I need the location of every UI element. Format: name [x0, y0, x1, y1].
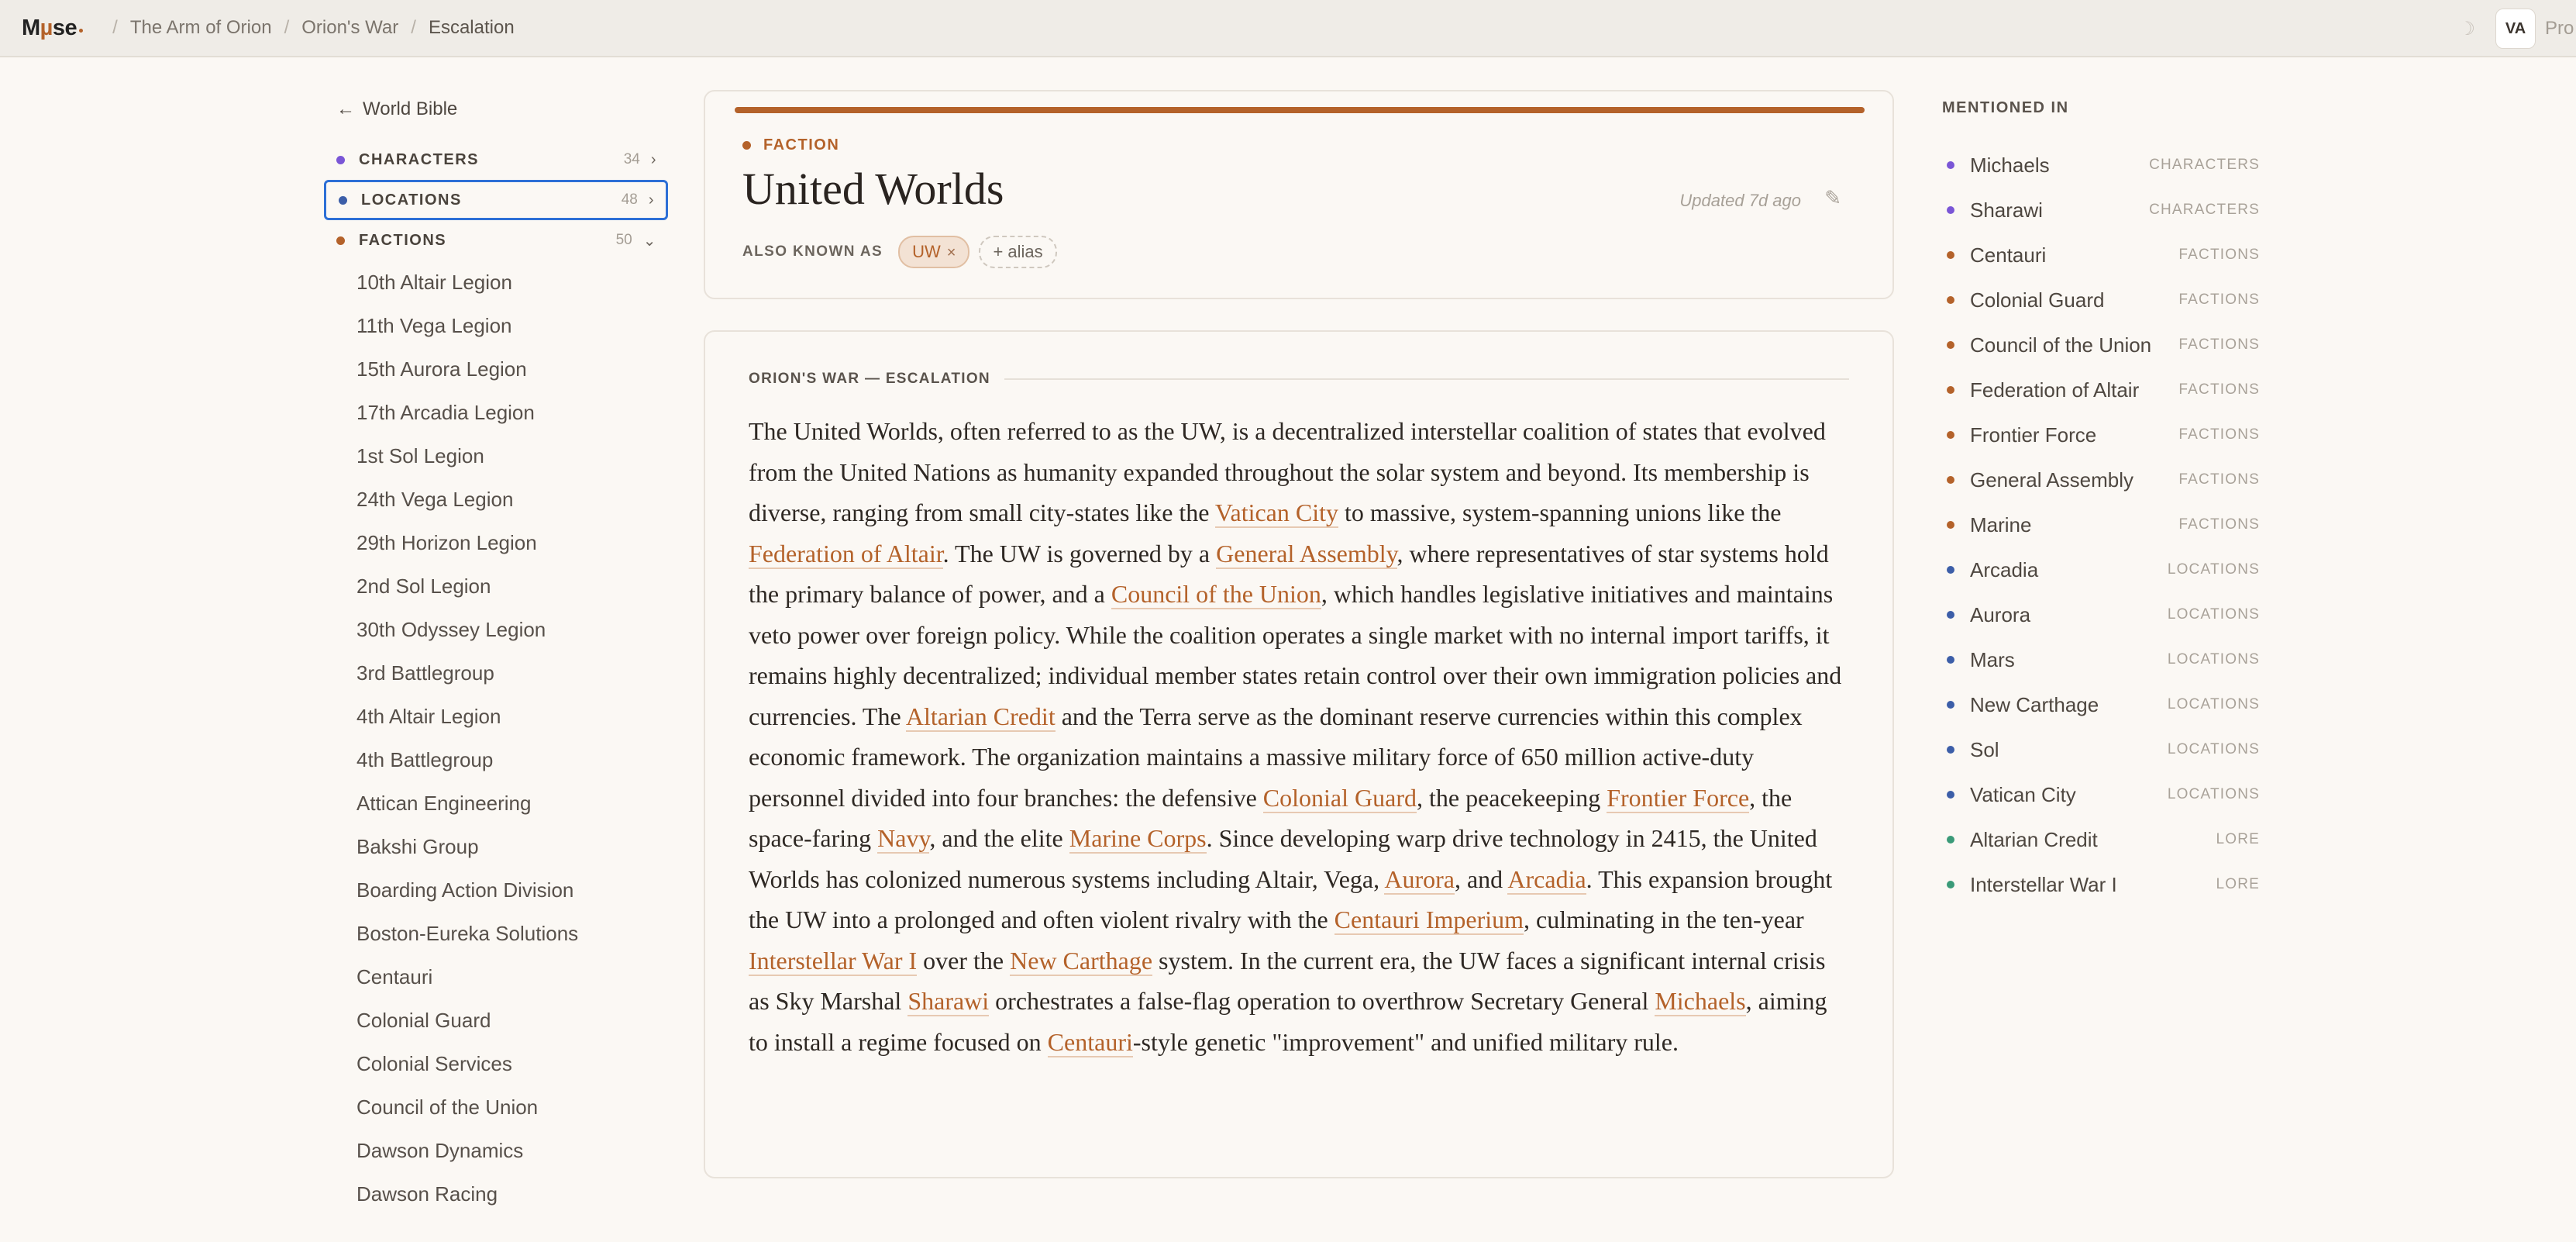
add-alias-button[interactable]: + alias — [979, 236, 1056, 268]
body-text: system. In the current era, the UW faces a significant internal crisis as Sky Marshal — [749, 946, 1826, 1015]
category-count: 50 — [615, 232, 632, 248]
mention-color-dot — [1947, 881, 1954, 888]
mention-name: Arcadia — [1970, 557, 2039, 581]
sidebar-faction-item[interactable]: 11th Vega Legion — [356, 313, 512, 337]
mention-item[interactable] — [1942, 637, 2260, 682]
category-count: 34 — [623, 151, 640, 167]
mention-name: Frontier Force — [1970, 423, 2097, 447]
sidebar-faction-item[interactable]: Council of the Union — [356, 1095, 539, 1119]
entity-link[interactable]: Vatican City — [1214, 499, 1338, 526]
body-text: to massive, system-spanning unions like the — [1338, 499, 1782, 526]
sidebar-faction-item[interactable]: Colonial Guard — [356, 1008, 491, 1032]
entity-link[interactable]: Centauri — [1047, 1027, 1133, 1056]
mentioned-in-panel — [1942, 99, 2260, 907]
mention-category: LOCATIONS — [2167, 561, 2260, 578]
mention-category: LORE — [2216, 876, 2260, 892]
moon-icon[interactable]: ☽ — [2458, 18, 2475, 40]
mention-item[interactable] — [1942, 323, 2260, 367]
mention-color-dot — [1947, 521, 1954, 529]
profile-label[interactable]: Pro — [2545, 18, 2574, 39]
body-text: . Since developing warp drive technology in 2415, the United Worlds has colonized numerous systems including Altair, Vega, — [749, 824, 1817, 893]
entity-link[interactable]: New Carthage — [1010, 946, 1153, 975]
body-text: , the peacekeeping — [1416, 783, 1607, 812]
mention-item[interactable] — [1942, 727, 2260, 772]
mention-item[interactable] — [1942, 457, 2260, 502]
entity-link[interactable]: Colonial Guard — [1262, 783, 1417, 812]
breadcrumb-separator: / — [112, 17, 118, 38]
mention-color-dot — [1947, 746, 1954, 754]
sidebar-faction-item[interactable]: Colonial Services — [356, 1051, 512, 1075]
mention-color-dot — [1947, 296, 1954, 304]
mention-category: LOCATIONS — [2167, 651, 2260, 668]
sidebar-faction-item[interactable]: Dawson Dynamics — [356, 1138, 524, 1162]
world-bible-sidebar — [324, 85, 668, 1216]
mention-color-dot — [1947, 161, 1954, 169]
body-text: , which handles legislative initiatives and maintains veto power over foreign policy. While the coalition operates a single market with no internal import tariffs, it remains highly decentralized; individual member states retain control over their own immigration policies and currencies. The — [749, 580, 1842, 730]
logo-letter-mu: µ — [40, 15, 53, 40]
category-label: LOCATIONS — [361, 191, 462, 209]
chevron-down-icon: ⌄ — [642, 232, 657, 250]
mention-color-dot — [1947, 611, 1954, 619]
breadcrumb-book[interactable]: Orion's War — [301, 17, 399, 38]
logo-letters-rest: se — [52, 15, 77, 40]
chevron-right-icon: › — [650, 150, 657, 168]
sidebar-faction-item[interactable]: 2nd Sol Legion — [356, 574, 491, 598]
body-text: , and the elite — [929, 824, 1069, 852]
section-divider — [1004, 378, 1849, 380]
sidebar-faction-item[interactable]: 3rd Battlegroup — [356, 661, 494, 685]
avatar[interactable]: VA — [2495, 9, 2536, 49]
arrow-left-icon: ← — [336, 98, 355, 119]
body-text: orchestrates a false-flag operation to overthrow Secretary General — [989, 987, 1655, 1015]
mention-name: Sharawi — [1970, 198, 2043, 222]
body-text: , culminating in the ten-year — [1524, 906, 1804, 933]
body-text: , and — [1454, 864, 1508, 893]
mention-color-dot — [1947, 386, 1954, 394]
entry-body-card — [704, 330, 1894, 1178]
sidebar-faction-item[interactable]: Boarding Action Division — [356, 878, 574, 902]
mention-item[interactable] — [1942, 817, 2260, 862]
body-text: . The UW is governed by a — [942, 539, 1217, 568]
sidebar-faction-item[interactable]: 15th Aurora Legion — [356, 357, 527, 381]
category-color-dot — [336, 156, 345, 164]
breadcrumb — [100, 17, 515, 39]
entry-description[interactable] — [749, 411, 1849, 1062]
entity-link[interactable]: Navy — [877, 824, 930, 852]
mention-item[interactable] — [1942, 367, 2260, 412]
mention-category: LORE — [2216, 831, 2260, 847]
body-text: and the Terra serve as the dominant reserve currencies within this complex economic framework. The organization maintains a massive military force of 650 million active-duty personnel divided into four branches: the defensive — [749, 702, 1803, 812]
sidebar-faction-item[interactable]: 4th Battlegroup — [356, 747, 494, 771]
entry-type-label: FACTION — [763, 136, 840, 154]
mention-category: FACTIONS — [2178, 471, 2260, 488]
sidebar-faction-item[interactable]: Attican Engineering — [356, 791, 532, 815]
sidebar-faction-item[interactable]: 1st Sol Legion — [356, 443, 484, 467]
mention-item[interactable] — [1942, 143, 2260, 188]
mention-category: FACTIONS — [2178, 426, 2260, 443]
mention-color-dot — [1947, 836, 1954, 844]
mention-item[interactable] — [1942, 862, 2260, 907]
mention-category: FACTIONS — [2178, 247, 2260, 263]
mention-category: FACTIONS — [2178, 336, 2260, 353]
chevron-right-icon: › — [648, 191, 655, 209]
back-to-world-bible-link[interactable] — [324, 85, 668, 133]
mention-name: Mars — [1970, 647, 2015, 671]
mention-name: Altarian Credit — [1970, 827, 2098, 851]
breadcrumb-separator: / — [284, 17, 290, 38]
mention-item[interactable] — [1942, 188, 2260, 233]
entity-link[interactable]: Interstellar War I — [749, 946, 918, 975]
mention-name: Interstellar War I — [1970, 872, 2117, 896]
alias-chip-label: UW — [912, 242, 941, 261]
entity-link[interactable]: Arcadia — [1507, 864, 1586, 893]
faction-color-bar — [735, 107, 1865, 113]
logo-letter-m: M — [22, 15, 40, 40]
category-factions[interactable] — [324, 220, 668, 260]
mention-category: CHARACTERS — [2149, 202, 2260, 218]
mention-category: LOCATIONS — [2167, 786, 2260, 802]
mention-color-dot — [1947, 251, 1954, 259]
body-text: , the space-faring — [749, 783, 1793, 852]
breadcrumb-project[interactable]: The Arm of Orion — [129, 17, 272, 38]
top-bar-actions — [2458, 0, 2576, 57]
mention-color-dot — [1947, 206, 1954, 214]
faction-list — [324, 260, 668, 1216]
mention-name: New Carthage — [1970, 692, 2099, 716]
logo-dot — [79, 29, 83, 33]
page-title[interactable]: United Worlds — [742, 164, 1004, 214]
mention-category: LOCATIONS — [2167, 696, 2260, 712]
mention-color-dot — [1947, 341, 1954, 349]
mention-name: General Assembly — [1970, 467, 2133, 492]
category-count: 48 — [621, 191, 638, 208]
mention-color-dot — [1947, 431, 1954, 439]
updated-timestamp: Updated 7d ago — [1679, 191, 1801, 210]
mention-name: Vatican City — [1970, 782, 2076, 806]
mention-name: Colonial Guard — [1970, 288, 2105, 312]
body-text: The United Worlds, often referred to as the UW, is a decentralized interstellar coalition of states that evolved from the United Nations as humanity expanded throughout the solar system and beyond. Its membership is diverse, ranging from small city-states like the — [749, 417, 1826, 526]
mention-name: Michaels — [1970, 153, 2050, 177]
category-characters[interactable] — [324, 140, 668, 180]
back-link-label: World Bible — [363, 98, 458, 119]
mention-name: Marine — [1970, 512, 2032, 536]
sidebar-faction-item[interactable]: 30th Odyssey Legion — [356, 617, 546, 641]
mention-item[interactable] — [1942, 233, 2260, 278]
pencil-icon[interactable]: ✎ — [1824, 186, 1841, 209]
entity-link[interactable]: Marine Corps — [1069, 824, 1207, 852]
entry-header-card — [704, 90, 1894, 299]
mention-item[interactable] — [1942, 412, 2260, 457]
sidebar-faction-item[interactable]: 24th Vega Legion — [356, 487, 514, 511]
mention-color-dot — [1947, 701, 1954, 709]
category-label: FACTIONS — [359, 231, 447, 249]
mention-item[interactable] — [1942, 278, 2260, 323]
category-color-dot — [336, 236, 345, 245]
entry-type — [742, 136, 839, 154]
mention-color-dot — [1947, 476, 1954, 484]
mention-item[interactable] — [1942, 502, 2260, 547]
category-locations[interactable] — [324, 180, 668, 220]
aliases-label: ALSO KNOWN AS — [742, 243, 883, 260]
sidebar-faction-item[interactable]: Dawson Racing — [356, 1182, 498, 1206]
mention-name: Federation of Altair — [1970, 378, 2140, 402]
muse-logo[interactable] — [22, 16, 83, 41]
sidebar-faction-item[interactable]: 29th Horizon Legion — [356, 530, 537, 554]
mention-name: Aurora — [1970, 602, 2031, 626]
mention-category: FACTIONS — [2178, 516, 2260, 533]
alias-chip[interactable] — [898, 236, 969, 268]
aliases-row — [742, 236, 1057, 268]
entity-link[interactable]: Aurora — [1384, 864, 1455, 893]
mentioned-in-list — [1942, 143, 2260, 907]
section-header — [749, 371, 1849, 388]
entity-link[interactable]: Sharawi — [907, 987, 990, 1015]
category-label: CHARACTERS — [359, 150, 479, 168]
mention-color-dot — [1947, 791, 1954, 799]
close-icon[interactable]: × — [946, 244, 956, 261]
sidebar-faction-item[interactable]: Bakshi Group — [356, 834, 479, 858]
body-text: over the — [917, 946, 1011, 975]
entity-link[interactable]: Altarian Credit — [905, 702, 1056, 730]
sidebar-faction-item[interactable]: 4th Altair Legion — [356, 704, 501, 728]
body-text: , where representatives of star systems hold the primary balance of power, and a — [749, 539, 1829, 608]
mention-item[interactable] — [1942, 772, 2260, 817]
mention-item[interactable] — [1942, 547, 2260, 592]
mention-name: Sol — [1970, 737, 1999, 761]
sidebar-faction-item[interactable]: 10th Altair Legion — [356, 270, 512, 294]
top-bar — [0, 0, 2576, 57]
mention-category: LOCATIONS — [2167, 606, 2260, 623]
mention-category: FACTIONS — [2178, 292, 2260, 308]
section-title: ORION'S WAR — ESCALATION — [749, 371, 990, 387]
mention-name: Council of the Union — [1970, 333, 2152, 357]
entity-link[interactable]: Michaels — [1655, 987, 1746, 1015]
mention-category: FACTIONS — [2178, 381, 2260, 398]
mention-color-dot — [1947, 566, 1954, 574]
body-text: -style genetic "improvement" and unified military rule. — [1132, 1027, 1679, 1056]
mention-item[interactable] — [1942, 682, 2260, 727]
category-color-dot — [339, 196, 347, 205]
mention-item[interactable] — [1942, 592, 2260, 637]
mention-category: LOCATIONS — [2167, 741, 2260, 757]
sidebar-faction-item[interactable]: Centauri — [356, 964, 433, 988]
breadcrumb-chapter[interactable]: Escalation — [428, 17, 515, 38]
sidebar-faction-item[interactable]: 17th Arcadia Legion — [356, 400, 535, 424]
sidebar-faction-item[interactable]: Boston-Eureka Solutions — [356, 921, 579, 945]
mention-color-dot — [1947, 656, 1954, 664]
breadcrumb-separator: / — [411, 17, 416, 38]
entry-type-dot — [742, 141, 751, 150]
entity-link[interactable]: Federation of Altair — [749, 539, 943, 568]
entity-link[interactable]: General Assembly — [1216, 539, 1397, 568]
entity-link[interactable]: Frontier Force — [1607, 783, 1750, 812]
mention-category: CHARACTERS — [2149, 157, 2260, 173]
mention-name: Centauri — [1970, 243, 2047, 267]
body-text: . This expansion brought the UW into a prolonged and often violent rivalry with the — [749, 864, 1833, 933]
mentioned-in-heading: MENTIONED IN — [1942, 99, 2069, 116]
entity-link[interactable]: Council of the Union — [1111, 580, 1321, 608]
body-text: , aiming to install a regime focused on — [749, 987, 1827, 1056]
entity-link[interactable]: Centauri Imperium — [1334, 906, 1524, 933]
